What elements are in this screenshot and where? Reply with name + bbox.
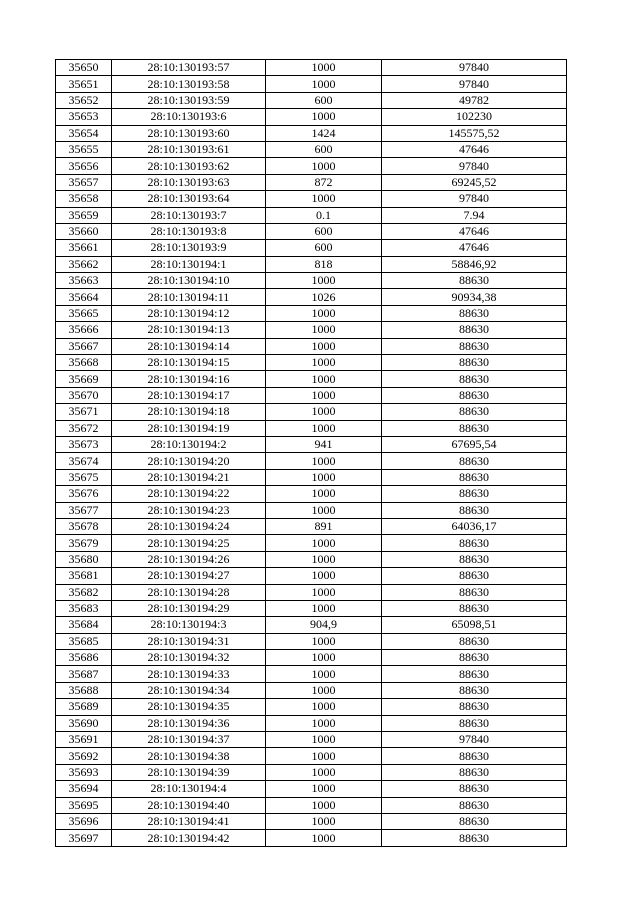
table-row bbox=[56, 518, 567, 534]
value-cell: 88630 bbox=[382, 502, 567, 518]
area-cell: 1000 bbox=[266, 699, 382, 715]
cadastral-number-cell: 28:10:130193:7 bbox=[112, 207, 266, 223]
row-number-cell: 35697 bbox=[56, 830, 112, 846]
area-cell: 1000 bbox=[266, 551, 382, 567]
area-cell: 1000 bbox=[266, 781, 382, 797]
value-cell: 88630 bbox=[382, 666, 567, 682]
table-row bbox=[56, 781, 567, 797]
value-cell: 97840 bbox=[382, 60, 567, 76]
row-number-cell: 35663 bbox=[56, 273, 112, 289]
table-row bbox=[56, 191, 567, 207]
area-cell: 0.1 bbox=[266, 207, 382, 223]
cadastral-number-cell: 28:10:130194:37 bbox=[112, 732, 266, 748]
area-cell: 1000 bbox=[266, 666, 382, 682]
value-cell: 90934,38 bbox=[382, 289, 567, 305]
cadastral-number-cell: 28:10:130194:36 bbox=[112, 715, 266, 731]
value-cell: 88630 bbox=[382, 371, 567, 387]
cadastral-number-cell: 28:10:130194:40 bbox=[112, 797, 266, 813]
table-row bbox=[56, 535, 567, 551]
area-cell: 600 bbox=[266, 223, 382, 239]
cadastral-number-cell: 28:10:130193:60 bbox=[112, 125, 266, 141]
cadastral-number-cell: 28:10:130193:59 bbox=[112, 92, 266, 108]
area-cell: 1026 bbox=[266, 289, 382, 305]
table-row bbox=[56, 764, 567, 780]
value-cell: 88630 bbox=[382, 273, 567, 289]
cadastral-number-cell: 28:10:130194:25 bbox=[112, 535, 266, 551]
cadastral-number-cell: 28:10:130193:9 bbox=[112, 240, 266, 256]
value-cell: 88630 bbox=[382, 338, 567, 354]
area-cell: 1000 bbox=[266, 158, 382, 174]
area-cell: 1000 bbox=[266, 371, 382, 387]
cadastral-number-cell: 28:10:130193:63 bbox=[112, 174, 266, 190]
area-cell: 904,9 bbox=[266, 617, 382, 633]
table-row bbox=[56, 469, 567, 485]
area-cell: 1000 bbox=[266, 76, 382, 92]
table-row bbox=[56, 125, 567, 141]
area-cell: 1000 bbox=[266, 486, 382, 502]
row-number-cell: 35687 bbox=[56, 666, 112, 682]
value-cell: 97840 bbox=[382, 158, 567, 174]
table-row bbox=[56, 322, 567, 338]
area-cell: 1000 bbox=[266, 469, 382, 485]
value-cell: 88630 bbox=[382, 404, 567, 420]
table-row bbox=[56, 76, 567, 92]
area-cell: 1000 bbox=[266, 748, 382, 764]
row-number-cell: 35664 bbox=[56, 289, 112, 305]
table-row bbox=[56, 338, 567, 354]
row-number-cell: 35693 bbox=[56, 764, 112, 780]
row-number-cell: 35667 bbox=[56, 338, 112, 354]
cadastral-number-cell: 28:10:130193:8 bbox=[112, 223, 266, 239]
value-cell: 47646 bbox=[382, 141, 567, 157]
value-cell: 88630 bbox=[382, 650, 567, 666]
cadastral-number-cell: 28:10:130194:15 bbox=[112, 355, 266, 371]
area-cell: 1000 bbox=[266, 109, 382, 125]
row-number-cell: 35666 bbox=[56, 322, 112, 338]
value-cell: 88630 bbox=[382, 813, 567, 829]
table-body bbox=[56, 60, 567, 847]
area-cell: 1000 bbox=[266, 453, 382, 469]
value-cell: 88630 bbox=[382, 781, 567, 797]
area-cell: 818 bbox=[266, 256, 382, 272]
cadastral-number-cell: 28:10:130194:33 bbox=[112, 666, 266, 682]
area-cell: 1000 bbox=[266, 191, 382, 207]
table-row bbox=[56, 289, 567, 305]
cadastral-number-cell: 28:10:130194:22 bbox=[112, 486, 266, 502]
row-number-cell: 35651 bbox=[56, 76, 112, 92]
value-cell: 58846,92 bbox=[382, 256, 567, 272]
row-number-cell: 35661 bbox=[56, 240, 112, 256]
area-cell: 1000 bbox=[266, 338, 382, 354]
row-number-cell: 35658 bbox=[56, 191, 112, 207]
row-number-cell: 35676 bbox=[56, 486, 112, 502]
row-number-cell: 35688 bbox=[56, 682, 112, 698]
row-number-cell: 35678 bbox=[56, 518, 112, 534]
table-row bbox=[56, 584, 567, 600]
table-row bbox=[56, 305, 567, 321]
value-cell: 102230 bbox=[382, 109, 567, 125]
value-cell: 88630 bbox=[382, 748, 567, 764]
area-cell: 1000 bbox=[266, 682, 382, 698]
area-cell: 1000 bbox=[266, 305, 382, 321]
value-cell: 88630 bbox=[382, 387, 567, 403]
value-cell: 88630 bbox=[382, 551, 567, 567]
row-number-cell: 35695 bbox=[56, 797, 112, 813]
cadastral-number-cell: 28:10:130194:3 bbox=[112, 617, 266, 633]
area-cell: 1000 bbox=[266, 732, 382, 748]
row-number-cell: 35652 bbox=[56, 92, 112, 108]
area-cell: 1424 bbox=[266, 125, 382, 141]
table-row bbox=[56, 551, 567, 567]
area-cell: 1000 bbox=[266, 568, 382, 584]
area-cell: 1000 bbox=[266, 404, 382, 420]
area-cell: 1000 bbox=[266, 764, 382, 780]
table-row bbox=[56, 682, 567, 698]
cadastral-number-cell: 28:10:130194:34 bbox=[112, 682, 266, 698]
area-cell: 600 bbox=[266, 141, 382, 157]
value-cell: 7.94 bbox=[382, 207, 567, 223]
table-row bbox=[56, 600, 567, 616]
cadastral-number-cell: 28:10:130193:57 bbox=[112, 60, 266, 76]
value-cell: 88630 bbox=[382, 715, 567, 731]
table-row bbox=[56, 797, 567, 813]
area-cell: 600 bbox=[266, 92, 382, 108]
cadastral-number-cell: 28:10:130194:12 bbox=[112, 305, 266, 321]
cadastral-number-cell: 28:10:130194:26 bbox=[112, 551, 266, 567]
row-number-cell: 35655 bbox=[56, 141, 112, 157]
area-cell: 1000 bbox=[266, 420, 382, 436]
row-number-cell: 35654 bbox=[56, 125, 112, 141]
area-cell: 1000 bbox=[266, 650, 382, 666]
value-cell: 88630 bbox=[382, 535, 567, 551]
cadastral-number-cell: 28:10:130194:24 bbox=[112, 518, 266, 534]
row-number-cell: 35677 bbox=[56, 502, 112, 518]
cadastral-number-cell: 28:10:130194:41 bbox=[112, 813, 266, 829]
value-cell: 88630 bbox=[382, 699, 567, 715]
row-number-cell: 35683 bbox=[56, 600, 112, 616]
area-cell: 941 bbox=[266, 436, 382, 452]
table-row bbox=[56, 633, 567, 649]
cadastral-number-cell: 28:10:130194:11 bbox=[112, 289, 266, 305]
row-number-cell: 35659 bbox=[56, 207, 112, 223]
value-cell: 97840 bbox=[382, 76, 567, 92]
value-cell: 88630 bbox=[382, 584, 567, 600]
row-number-cell: 35662 bbox=[56, 256, 112, 272]
value-cell: 88630 bbox=[382, 305, 567, 321]
row-number-cell: 35660 bbox=[56, 223, 112, 239]
area-cell: 1000 bbox=[266, 535, 382, 551]
area-cell: 1000 bbox=[266, 715, 382, 731]
table-row bbox=[56, 568, 567, 584]
table-row bbox=[56, 223, 567, 239]
table-row bbox=[56, 420, 567, 436]
row-number-cell: 35672 bbox=[56, 420, 112, 436]
row-number-cell: 35653 bbox=[56, 109, 112, 125]
cadastral-number-cell: 28:10:130194:2 bbox=[112, 436, 266, 452]
row-number-cell: 35689 bbox=[56, 699, 112, 715]
value-cell: 88630 bbox=[382, 322, 567, 338]
cadastral-number-cell: 28:10:130194:39 bbox=[112, 764, 266, 780]
table-row bbox=[56, 207, 567, 223]
row-number-cell: 35673 bbox=[56, 436, 112, 452]
cadastral-number-cell: 28:10:130194:38 bbox=[112, 748, 266, 764]
row-number-cell: 35650 bbox=[56, 60, 112, 76]
row-number-cell: 35674 bbox=[56, 453, 112, 469]
area-cell: 1000 bbox=[266, 600, 382, 616]
row-number-cell: 35657 bbox=[56, 174, 112, 190]
cadastral-number-cell: 28:10:130194:13 bbox=[112, 322, 266, 338]
row-number-cell: 35680 bbox=[56, 551, 112, 567]
row-number-cell: 35694 bbox=[56, 781, 112, 797]
table-row bbox=[56, 109, 567, 125]
cadastral-number-cell: 28:10:130193:61 bbox=[112, 141, 266, 157]
row-number-cell: 35682 bbox=[56, 584, 112, 600]
cadastral-number-cell: 28:10:130194:42 bbox=[112, 830, 266, 846]
value-cell: 88630 bbox=[382, 830, 567, 846]
table-row bbox=[56, 830, 567, 846]
table-row bbox=[56, 60, 567, 76]
cadastral-number-cell: 28:10:130193:62 bbox=[112, 158, 266, 174]
area-cell: 1000 bbox=[266, 355, 382, 371]
value-cell: 88630 bbox=[382, 355, 567, 371]
table-row bbox=[56, 715, 567, 731]
cadastral-number-cell: 28:10:130194:17 bbox=[112, 387, 266, 403]
row-number-cell: 35656 bbox=[56, 158, 112, 174]
cadastral-number-cell: 28:10:130194:19 bbox=[112, 420, 266, 436]
row-number-cell: 35685 bbox=[56, 633, 112, 649]
area-cell: 1000 bbox=[266, 633, 382, 649]
row-number-cell: 35691 bbox=[56, 732, 112, 748]
row-number-cell: 35684 bbox=[56, 617, 112, 633]
value-cell: 88630 bbox=[382, 469, 567, 485]
table-row bbox=[56, 748, 567, 764]
table-row bbox=[56, 502, 567, 518]
cadastral-number-cell: 28:10:130194:23 bbox=[112, 502, 266, 518]
value-cell: 88630 bbox=[382, 486, 567, 502]
table-row bbox=[56, 617, 567, 633]
cadastral-number-cell: 28:10:130194:29 bbox=[112, 600, 266, 616]
cadastral-number-cell: 28:10:130193:64 bbox=[112, 191, 266, 207]
area-cell: 1000 bbox=[266, 502, 382, 518]
row-number-cell: 35671 bbox=[56, 404, 112, 420]
area-cell: 1000 bbox=[266, 813, 382, 829]
cadastral-number-cell: 28:10:130194:10 bbox=[112, 273, 266, 289]
row-number-cell: 35665 bbox=[56, 305, 112, 321]
cadastral-number-cell: 28:10:130194:20 bbox=[112, 453, 266, 469]
cadastral-number-cell: 28:10:130194:27 bbox=[112, 568, 266, 584]
table-row bbox=[56, 240, 567, 256]
value-cell: 47646 bbox=[382, 240, 567, 256]
value-cell: 88630 bbox=[382, 764, 567, 780]
row-number-cell: 35692 bbox=[56, 748, 112, 764]
table-row bbox=[56, 141, 567, 157]
table-row bbox=[56, 404, 567, 420]
area-cell: 1000 bbox=[266, 273, 382, 289]
value-cell: 145575,52 bbox=[382, 125, 567, 141]
value-cell: 67695,54 bbox=[382, 436, 567, 452]
value-cell: 88630 bbox=[382, 633, 567, 649]
table-row bbox=[56, 666, 567, 682]
table-row bbox=[56, 256, 567, 272]
table-row bbox=[56, 813, 567, 829]
row-number-cell: 35686 bbox=[56, 650, 112, 666]
value-cell: 69245,52 bbox=[382, 174, 567, 190]
value-cell: 64036,17 bbox=[382, 518, 567, 534]
table-row bbox=[56, 436, 567, 452]
value-cell: 88630 bbox=[382, 420, 567, 436]
area-cell: 1000 bbox=[266, 584, 382, 600]
cadastral-number-cell: 28:10:130194:1 bbox=[112, 256, 266, 272]
area-cell: 1000 bbox=[266, 322, 382, 338]
table-row bbox=[56, 732, 567, 748]
table-row bbox=[56, 158, 567, 174]
table-row bbox=[56, 355, 567, 371]
value-cell: 88630 bbox=[382, 568, 567, 584]
cadastral-number-cell: 28:10:130194:32 bbox=[112, 650, 266, 666]
area-cell: 600 bbox=[266, 240, 382, 256]
area-cell: 1000 bbox=[266, 60, 382, 76]
table-row bbox=[56, 699, 567, 715]
row-number-cell: 35670 bbox=[56, 387, 112, 403]
table-row bbox=[56, 273, 567, 289]
cadastral-number-cell: 28:10:130194:4 bbox=[112, 781, 266, 797]
value-cell: 88630 bbox=[382, 797, 567, 813]
cadastral-number-cell: 28:10:130194:18 bbox=[112, 404, 266, 420]
cadastral-number-cell: 28:10:130194:28 bbox=[112, 584, 266, 600]
table-row bbox=[56, 92, 567, 108]
value-cell: 97840 bbox=[382, 732, 567, 748]
row-number-cell: 35668 bbox=[56, 355, 112, 371]
value-cell: 88630 bbox=[382, 682, 567, 698]
row-number-cell: 35690 bbox=[56, 715, 112, 731]
area-cell: 1000 bbox=[266, 797, 382, 813]
cadastral-number-cell: 28:10:130193:58 bbox=[112, 76, 266, 92]
table-row bbox=[56, 650, 567, 666]
table-row bbox=[56, 453, 567, 469]
row-number-cell: 35675 bbox=[56, 469, 112, 485]
cadastral-number-cell: 28:10:130194:14 bbox=[112, 338, 266, 354]
cadastral-number-cell: 28:10:130194:35 bbox=[112, 699, 266, 715]
value-cell: 47646 bbox=[382, 223, 567, 239]
table-row bbox=[56, 371, 567, 387]
cadastral-number-cell: 28:10:130194:21 bbox=[112, 469, 266, 485]
value-cell: 88630 bbox=[382, 453, 567, 469]
area-cell: 891 bbox=[266, 518, 382, 534]
land-parcel-table bbox=[55, 59, 567, 847]
cadastral-number-cell: 28:10:130194:16 bbox=[112, 371, 266, 387]
cadastral-number-cell: 28:10:130193:6 bbox=[112, 109, 266, 125]
row-number-cell: 35681 bbox=[56, 568, 112, 584]
area-cell: 1000 bbox=[266, 830, 382, 846]
row-number-cell: 35679 bbox=[56, 535, 112, 551]
table-row bbox=[56, 174, 567, 190]
value-cell: 97840 bbox=[382, 191, 567, 207]
value-cell: 88630 bbox=[382, 600, 567, 616]
area-cell: 1000 bbox=[266, 387, 382, 403]
area-cell: 872 bbox=[266, 174, 382, 190]
table-row bbox=[56, 486, 567, 502]
table-row bbox=[56, 387, 567, 403]
value-cell: 65098,51 bbox=[382, 617, 567, 633]
row-number-cell: 35696 bbox=[56, 813, 112, 829]
value-cell: 49782 bbox=[382, 92, 567, 108]
row-number-cell: 35669 bbox=[56, 371, 112, 387]
cadastral-number-cell: 28:10:130194:31 bbox=[112, 633, 266, 649]
